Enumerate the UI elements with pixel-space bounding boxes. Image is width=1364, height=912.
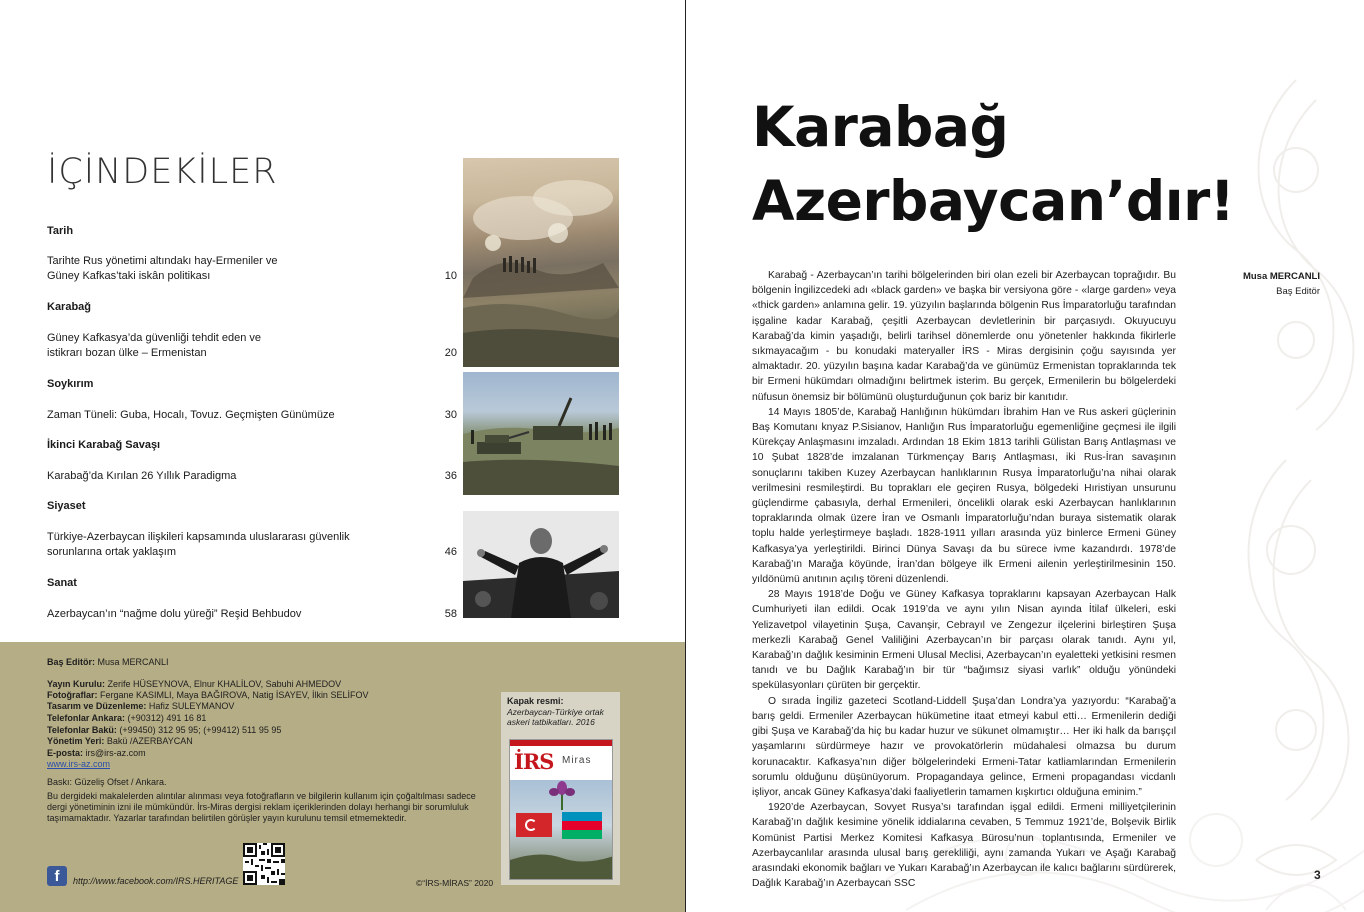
toc-entry[interactable] bbox=[47, 331, 457, 361]
cover-top-strip bbox=[510, 740, 612, 746]
toc-page-number: 10 bbox=[444, 270, 457, 282]
toc-entry-text: Azerbaycan’ın “nağme dolu yüreği” Reşid Behbudov bbox=[47, 608, 302, 620]
toc-entry[interactable] bbox=[47, 254, 457, 284]
toc-entry-text: Güney Kafkas’taki iskân politikası bbox=[47, 270, 211, 282]
cover-masthead bbox=[510, 740, 612, 780]
facebook-icon[interactable]: f bbox=[47, 866, 67, 886]
tanks-photo bbox=[463, 372, 619, 495]
disclaimer-text: Bu dergideki makalelerden alıntılar alınması veya fotoğrafların ve bilgilerin kullanım için çoğaltılması sadece dergi yönetiminin izni ile mümkündür. İrs-Miras dergisi reklam içeriklerinden dolayı herhangi bir sorumluluk taşımamaktadır. Yazarlar tarafından belirtilen görüşler yayın kurulunu temsil etmemektedir. bbox=[47, 791, 476, 823]
magazine-cover-image[interactable] bbox=[509, 739, 613, 880]
toc-category: Karabağ bbox=[47, 301, 92, 313]
battle-painting-photo bbox=[463, 158, 619, 367]
article-paragraph: 1920’de Azerbaycan, Sovyet Rusya’sı tarafından işgal edildi. Ermeni milliyetçilerinin Karabağ’ın dağlık kesimine yönelik iddialarına cevaben, 5 Temmuz 1921’de, Bolşevik Birlik Komünist Partisi Merkez Komitesi Kafkasya Bürosu’nun toplantısında, Ermeniler ve Azerbaycanlılar arasında ulusal barış gerekliliği, aynı zamanda Yukarı ve Aşağı Karabağ arasındaki ekonomik bağları ve Yukarı Karabağ’ın Azerbaycan ile kalıcı bağlarını sürdürerek, Dağlık Karabağ’ın Azerbaycan SSC bbox=[752, 802, 1176, 890]
toc-category: Tarih bbox=[47, 225, 74, 237]
right-page bbox=[685, 0, 1364, 912]
toc-entry-text: Karabağ’da Kırılan 26 Yıllık Paradigma bbox=[47, 470, 237, 482]
article-title-line: Azerbaycan’dır! bbox=[752, 169, 1235, 233]
article-body bbox=[752, 268, 1176, 891]
article-paragraph: 14 Mayıs 1805’de, Karabağ Hanlığının hükümdarı İbrahim Han ve Rus askeri güçlerinin Baş Komutanı knyaz P.Sisianov, Hanlığın Rus İmparatorluğu egemenliğine geçmesi ile ilgili Kürekçay Anlaşmasını imzaladı. Ardından 18 Ekim 1813 tarihli Gülistan Barış Antlaşması ve 10 Şubat 1828’de imzalanan Türkmençay Barış Antlaşması, iki Rus-İran savaşının sonuçlarını takiben Kuzey Azerbaycan hanlıklarının Rusya İmparatorluğu’na nihai olarak verilmesini resmileştirdi. Bu toprakları ele geçiren Rusya, bölgedeki Hıristiyan unsurunu güçlendirme çabasıyla, derhal Ermenileri, öncelikli olarak eski Azerbaycan hanlıklarının topraklarında olmak üzere İran ve Osmanlı İmparatorluğu’ndan buraya sistematik olarak toplu halde yerleştirmeye başladı. 1828-1911 yılları arasında yüz binlerce Ermeni Güney Kafkasya’ya yerleştirildi. Birinci Dünya Savaşı da bu sürece ivme kazandırdı. 1978’de Karabağ’ın Marağa köyünde, İran’dan bölgeye ilk Ermeni ailenin yerleştirilmesinin 150. yıldönümü anıtının açılış töreni düzenlendi. bbox=[752, 406, 1176, 586]
toc-entry[interactable] bbox=[47, 530, 457, 560]
toc-category: Sanat bbox=[47, 577, 77, 589]
toc-entry-text: Zaman Tüneli: Guba, Hocalı, Tovuz. Geçmişten Günümüze bbox=[47, 409, 335, 421]
copyright: ©“İRS-MİRAS” 2020 bbox=[416, 878, 494, 888]
facebook-url[interactable]: http://www.facebook.com/IRS.HERITAGE bbox=[73, 876, 239, 886]
toc-entry[interactable] bbox=[47, 469, 457, 484]
toc-title: İÇİNDEKİLER bbox=[47, 152, 278, 192]
print-line: Baskı: Güzeliş Ofset / Ankara. bbox=[47, 777, 167, 787]
toc-entry-text: Güney Kafkasya’da güvenliği tehdit eden ve bbox=[47, 332, 262, 344]
turkey-flag-icon bbox=[516, 813, 552, 837]
article-title bbox=[752, 90, 1234, 238]
toc-page-number: 20 bbox=[444, 347, 457, 359]
toc-category: Soykırım bbox=[47, 378, 94, 390]
office-line: Yönetim Yeri: Bakü /AZERBAYCAN bbox=[47, 736, 193, 746]
toc-page-number: 36 bbox=[444, 470, 457, 482]
qr-code-icon bbox=[243, 843, 285, 885]
article-paragraph: Karabağ - Azerbaycan’ın tarihi bölgelerinden biri olan ezeli bir Azerbaycan toprağıdır. Bu bölgenin İngilizcedeki adı «black garden» ve başka bir versiyona göre - «large garden» veya «thick garden» anlamına gelir. 19. yüzyılın başlarında bölgenin Rus İmparatorluğu tarafından işgaline kadar Karabağ, çeşitli Azerbaycan devletlerinin bir parçasıydı. Okuyucuyu Karabağ’da kimin yaşadığı, belirli tarihsel dönemlerde onu yönetenler hakkında fikirlerle sıkmayacağım - bu konudaki materyaller İRS - Miras dergisinin çoğu sayısında yer almaktadır. 20. yüzyılın başına kadar Karabağ’da ve günümüz Ermenistan topraklarında tek bir Ermeni hükümdarı olmadığını belirtmek isterim. Bu gerçek, Ermenilerin bu bölgelerdeki nüfusun önemsiz bir bölümünü oluşturduğunun çok bariz bir kanıtıdır. bbox=[752, 270, 1176, 403]
phone-baku-line: Telefonlar Bakü: (+99450) 312 95 95; (+99412) 511 95 95 bbox=[47, 725, 282, 735]
cover-photo bbox=[510, 780, 612, 880]
battle-painting-illustration bbox=[463, 158, 619, 367]
website-link[interactable]: www.irs-az.com bbox=[47, 759, 111, 769]
toc-entry-text: Tarihte Rus yönetimi altındakı hay-Ermeniler ve bbox=[47, 255, 278, 267]
toc-entry[interactable] bbox=[47, 408, 457, 423]
email-link[interactable]: irs@irs-az.com bbox=[85, 748, 146, 758]
chief-editor-line: Baş Editör: Musa MERCANLI bbox=[47, 657, 169, 667]
cover-caption: Azerbaycan-Türkiye ortak askeri tatbikatları. 2016 bbox=[507, 707, 604, 727]
photos-line: Fotoğraflar: Fergane KASIMLI, Maya BAĞIROVA, Natig İSAYEV, İlkin SELİFOV bbox=[47, 690, 369, 700]
toc-entry-text: istikrarı bozan ülke – Ermenistan bbox=[47, 347, 207, 359]
musician-illustration bbox=[463, 511, 619, 618]
cover-subtitle: Miras bbox=[562, 755, 592, 766]
cover-label: Kapak resmi: bbox=[507, 696, 564, 706]
toc-entry-text: sorunlarına ortak yaklaşım bbox=[47, 546, 176, 558]
article-paragraph: 28 Mayıs 1918’de Doğu ve Güney Kafkasya topraklarını kapsayan Azerbaycan Halk Cumhuriyeti ilan edildi. Ocak 1919’da ve aynı yılın Nisan ayında İtilaf ülkeleri, eski Yelizavetpol vilayetinin Şuşa, Cavanşir, Cebrayıl ve Zengezur ilçelerini birleştiren Şuşa merkezli Karabağ Genel Valiliğini Azerbaycan’ın bir parçası olarak tanıdı. Aynı yıl, Karabağ’ın dağlık kesiminin Ermeni Ulusal Meclisi, Azerbaycan’ın eyaletteki yetkisini resmen tanıdı ve bu Dağlık Karabağ’ın bir tür “bağımsız siyasi varlık” olduğu yönündeki spekülasyonları çürüten bir gerçektir. bbox=[752, 589, 1176, 692]
design-line: Tasarım ve Düzenleme: Hafiz SULEYMANOV bbox=[47, 701, 235, 711]
toc-category: İkinci Karabağ Savaşı bbox=[47, 439, 161, 451]
tanks-illustration bbox=[463, 372, 619, 495]
cover-logo: İRS bbox=[514, 749, 554, 774]
toc-page-number: 30 bbox=[444, 409, 457, 421]
azerbaijan-flag-icon bbox=[562, 812, 602, 839]
phone-ankara-line: Telefonlar Ankara: (+90312) 491 16 81 bbox=[47, 713, 207, 723]
toc-entry[interactable] bbox=[47, 607, 457, 622]
toc-entry-text: Türkiye-Azerbaycan ilişkileri kapsamında uluslararası güvenlik bbox=[47, 531, 350, 543]
article-title-line: Karabağ bbox=[752, 95, 1009, 159]
toc-page-number: 46 bbox=[444, 546, 457, 558]
musician-photo bbox=[463, 511, 619, 618]
article-paragraph: O sırada İngiliz gazeteci Scotland-Liddell Şuşa’dan Londra’ya yazıyordu: “Karabağ’a barış geldi. Ermeniler Azerbaycan hükümetine itaat etmeyi kabul etti… Ermenilerin dediği gibi Şuşa ve Karabağ’da hiç bu kadar huzur ve sükunet olmamıştır… Her iki halk da barışçıl yaşamlarını sürdürmeye hazır ve provokatörlerin müdahalesi olmazsa bu durum korunacaktır. Kafkasya’nın diğer bölgelerindeki Ermeni-Tatar katliamlarından Ermenilerin sorumlu olduğunu düşünüyorum. Propagandaya gelince, Ermeni propagandası vicdanlı işliyor, ancak Güney Kafkasya’daki faaliyetlerin tamamen kışkırtıcı olduğuna eminim.” bbox=[752, 695, 1176, 798]
author-name: Musa MERCANLI bbox=[1242, 271, 1320, 282]
cover-box bbox=[501, 692, 620, 885]
toc-category: Siyaset bbox=[47, 500, 86, 512]
toc-page-number: 58 bbox=[444, 608, 457, 620]
board-line: Yayın Kurulu: Zerife HÜSEYNOVA, Elnur KHALİLOV, Sabuhi AHMEDOV bbox=[47, 679, 342, 689]
email-line: E-posta: irs@irs-az.com bbox=[47, 748, 146, 758]
author-role: Baş Editör bbox=[1276, 286, 1320, 297]
page-number: 3 bbox=[1314, 868, 1321, 882]
